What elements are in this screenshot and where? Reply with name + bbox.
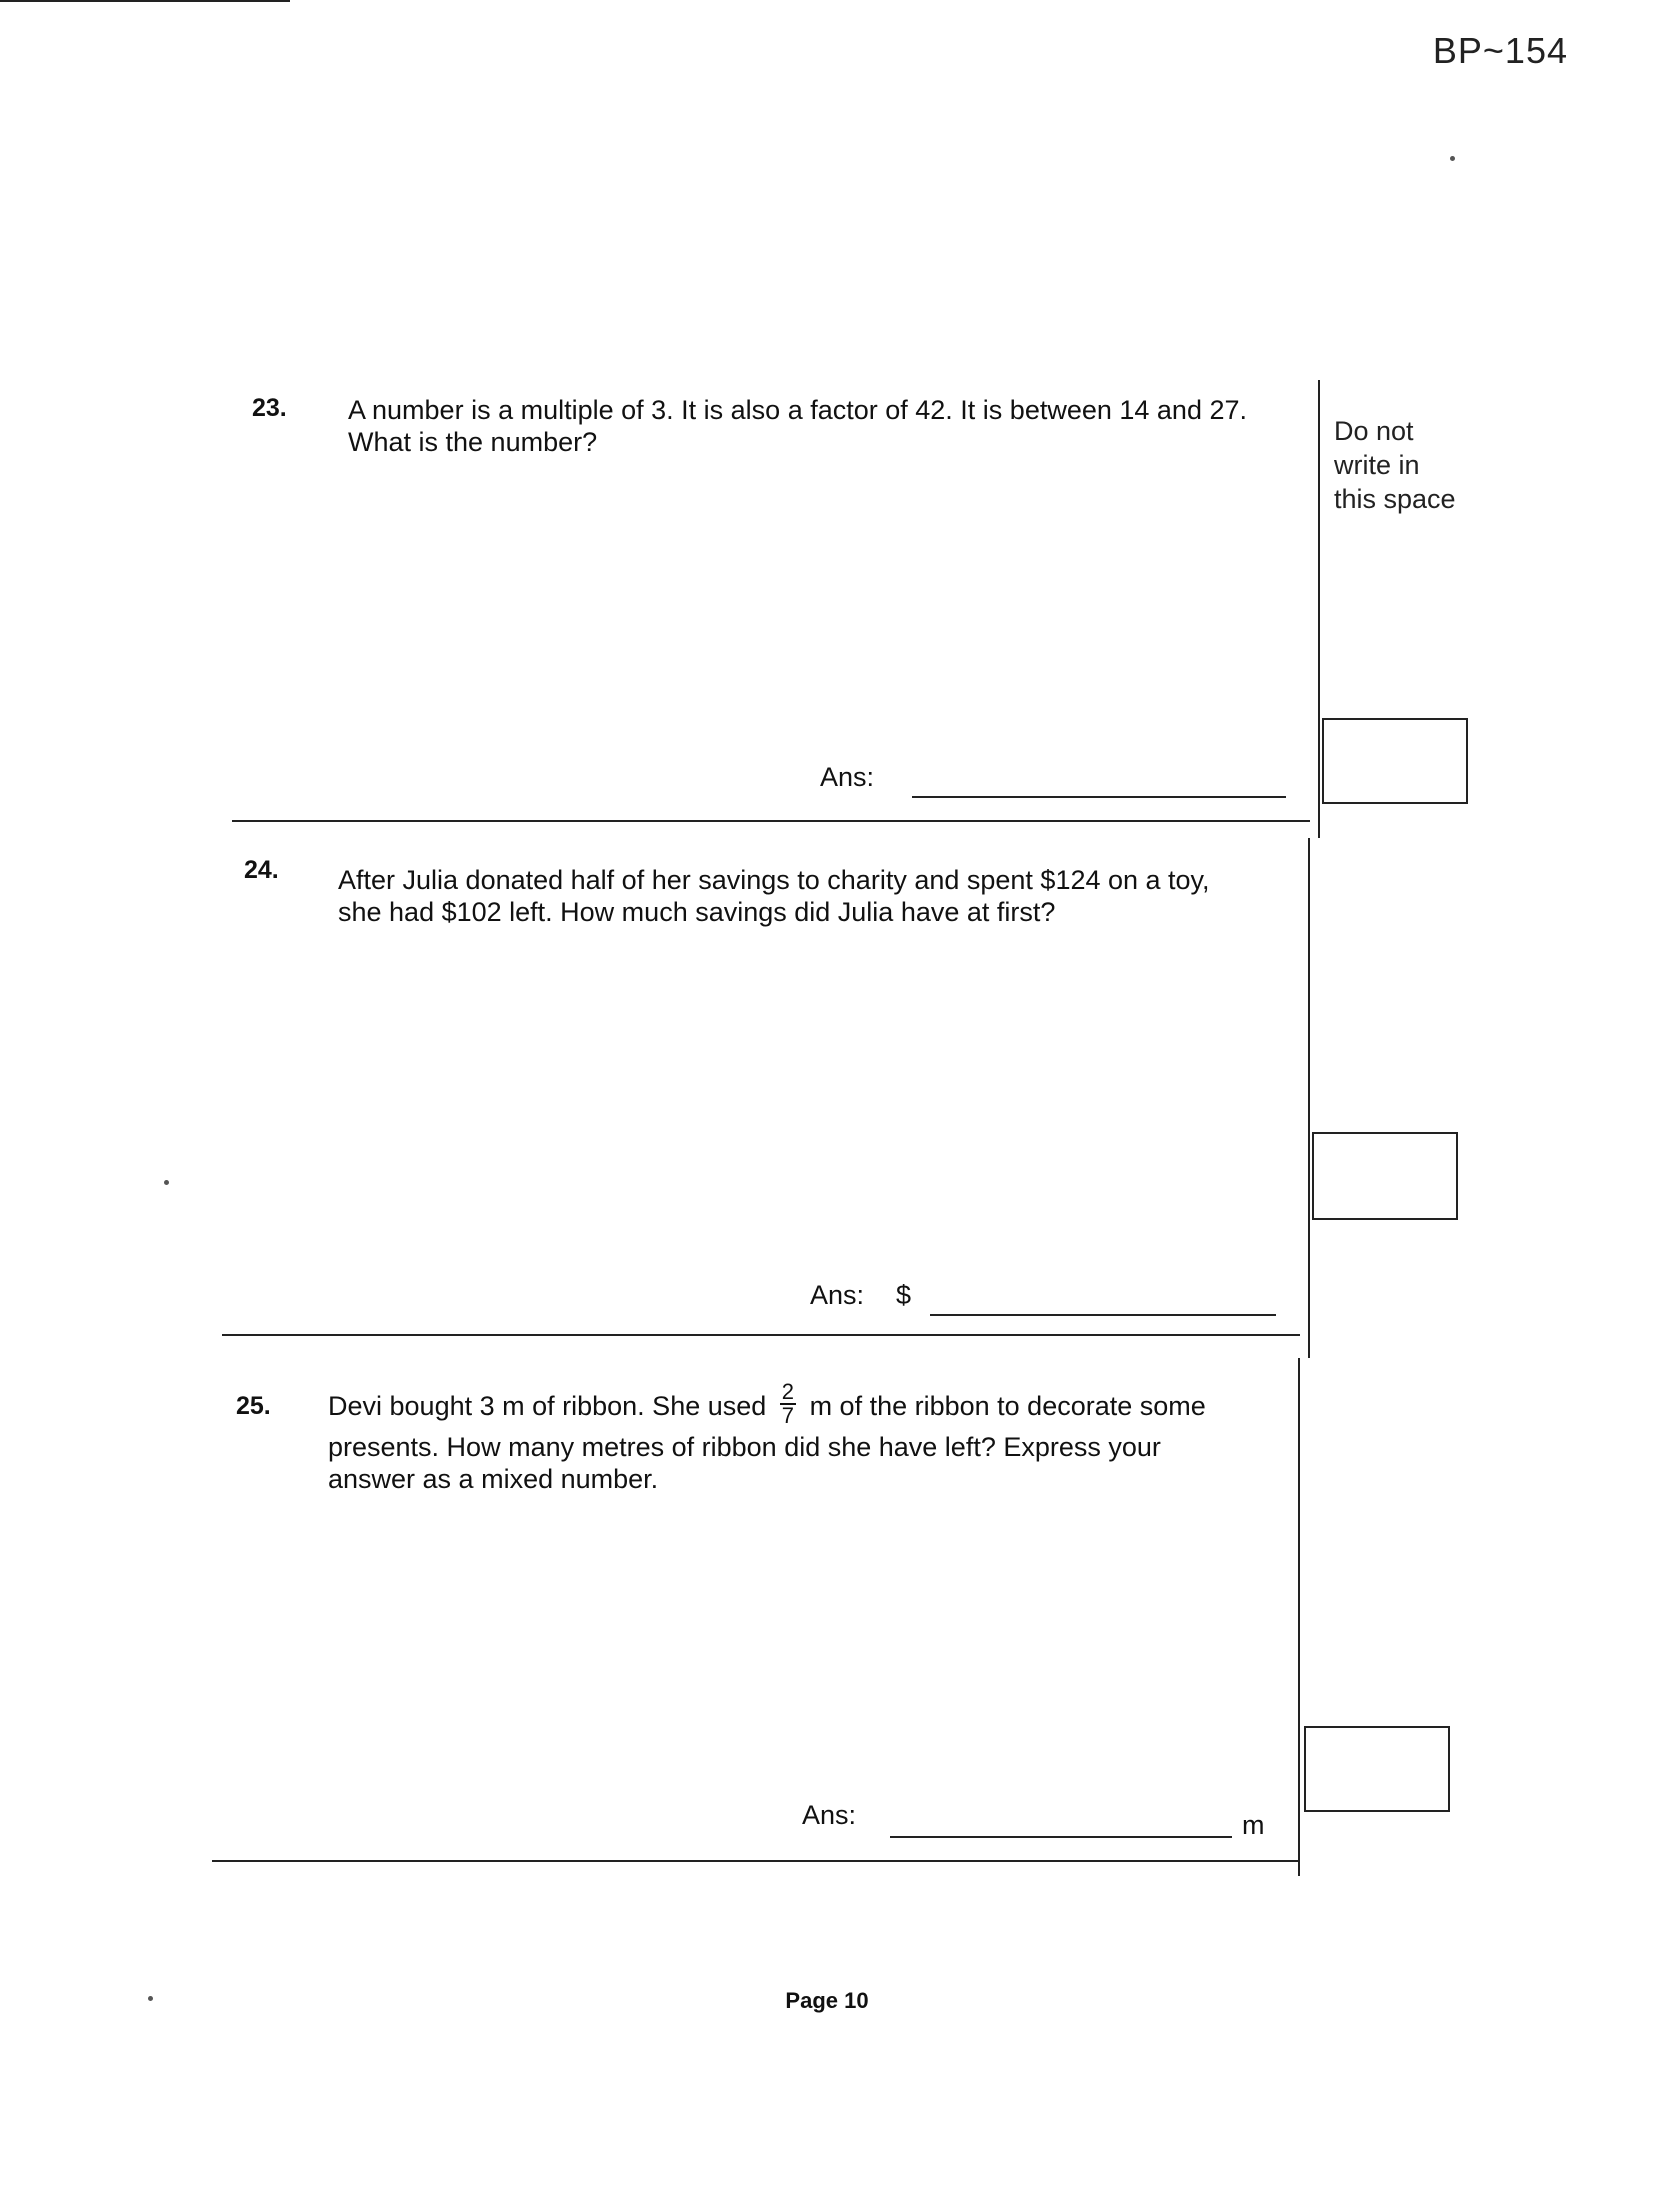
question-text xyxy=(348,394,1308,458)
question-line: answer as a mixed number. xyxy=(328,1463,659,1494)
fraction-denominator: 7 xyxy=(781,1402,795,1428)
question-number: 25. xyxy=(236,1392,271,1420)
question-line: What is the number? xyxy=(348,427,598,457)
margin-note xyxy=(1334,414,1456,516)
answer-line[interactable] xyxy=(890,1836,1232,1838)
answer-line[interactable] xyxy=(930,1314,1276,1316)
margin-note-line: this space xyxy=(1334,484,1456,514)
score-box xyxy=(1304,1726,1450,1812)
answer-unit: m xyxy=(1242,1810,1265,1840)
score-box xyxy=(1312,1132,1458,1220)
question-text xyxy=(328,1378,1308,1495)
question-line: presents. How many metres of ribbon did she have left? Express your xyxy=(328,1431,1161,1462)
answer-line[interactable] xyxy=(912,796,1286,798)
score-box xyxy=(1322,718,1468,804)
margin-note-line: write in xyxy=(1334,450,1420,480)
page-number: Page 10 xyxy=(785,1988,869,2013)
question-number: 23. xyxy=(252,394,287,422)
question-text xyxy=(338,864,1298,928)
question-line: A number is a multiple of 3. It is also a factor of 42. It is between 14 and 27. xyxy=(348,395,1248,425)
answer-label: Ans: xyxy=(810,1280,865,1310)
question-line: she had $102 left. How much savings did Julia have at first? xyxy=(338,897,1056,927)
top-edge-rule xyxy=(0,0,290,2)
margin-divider xyxy=(1308,838,1310,1358)
question-fragment: m of the ribbon to decorate some xyxy=(809,1391,1206,1421)
question-fragment: Devi bought 3 m of ribbon. She used xyxy=(328,1391,767,1421)
question-line: After Julia donated half of her savings to charity and spent $124 on a toy, xyxy=(338,865,1210,895)
scan-speck xyxy=(1450,156,1455,161)
question-divider xyxy=(212,1860,1298,1862)
currency-symbol: $ xyxy=(896,1280,912,1310)
margin-divider xyxy=(1318,380,1320,838)
fraction xyxy=(780,1378,796,1428)
question-line xyxy=(328,1378,1308,1431)
question-divider xyxy=(232,820,1310,822)
fraction-numerator: 2 xyxy=(781,1378,795,1404)
scan-speck xyxy=(164,1180,169,1185)
margin-note-line: Do not xyxy=(1334,416,1414,446)
question-number: 24. xyxy=(244,856,279,884)
answer-label: Ans: xyxy=(802,1800,857,1830)
page-code: BP~154 xyxy=(1432,30,1568,71)
question-divider xyxy=(222,1334,1300,1336)
answer-label: Ans: xyxy=(820,762,875,792)
